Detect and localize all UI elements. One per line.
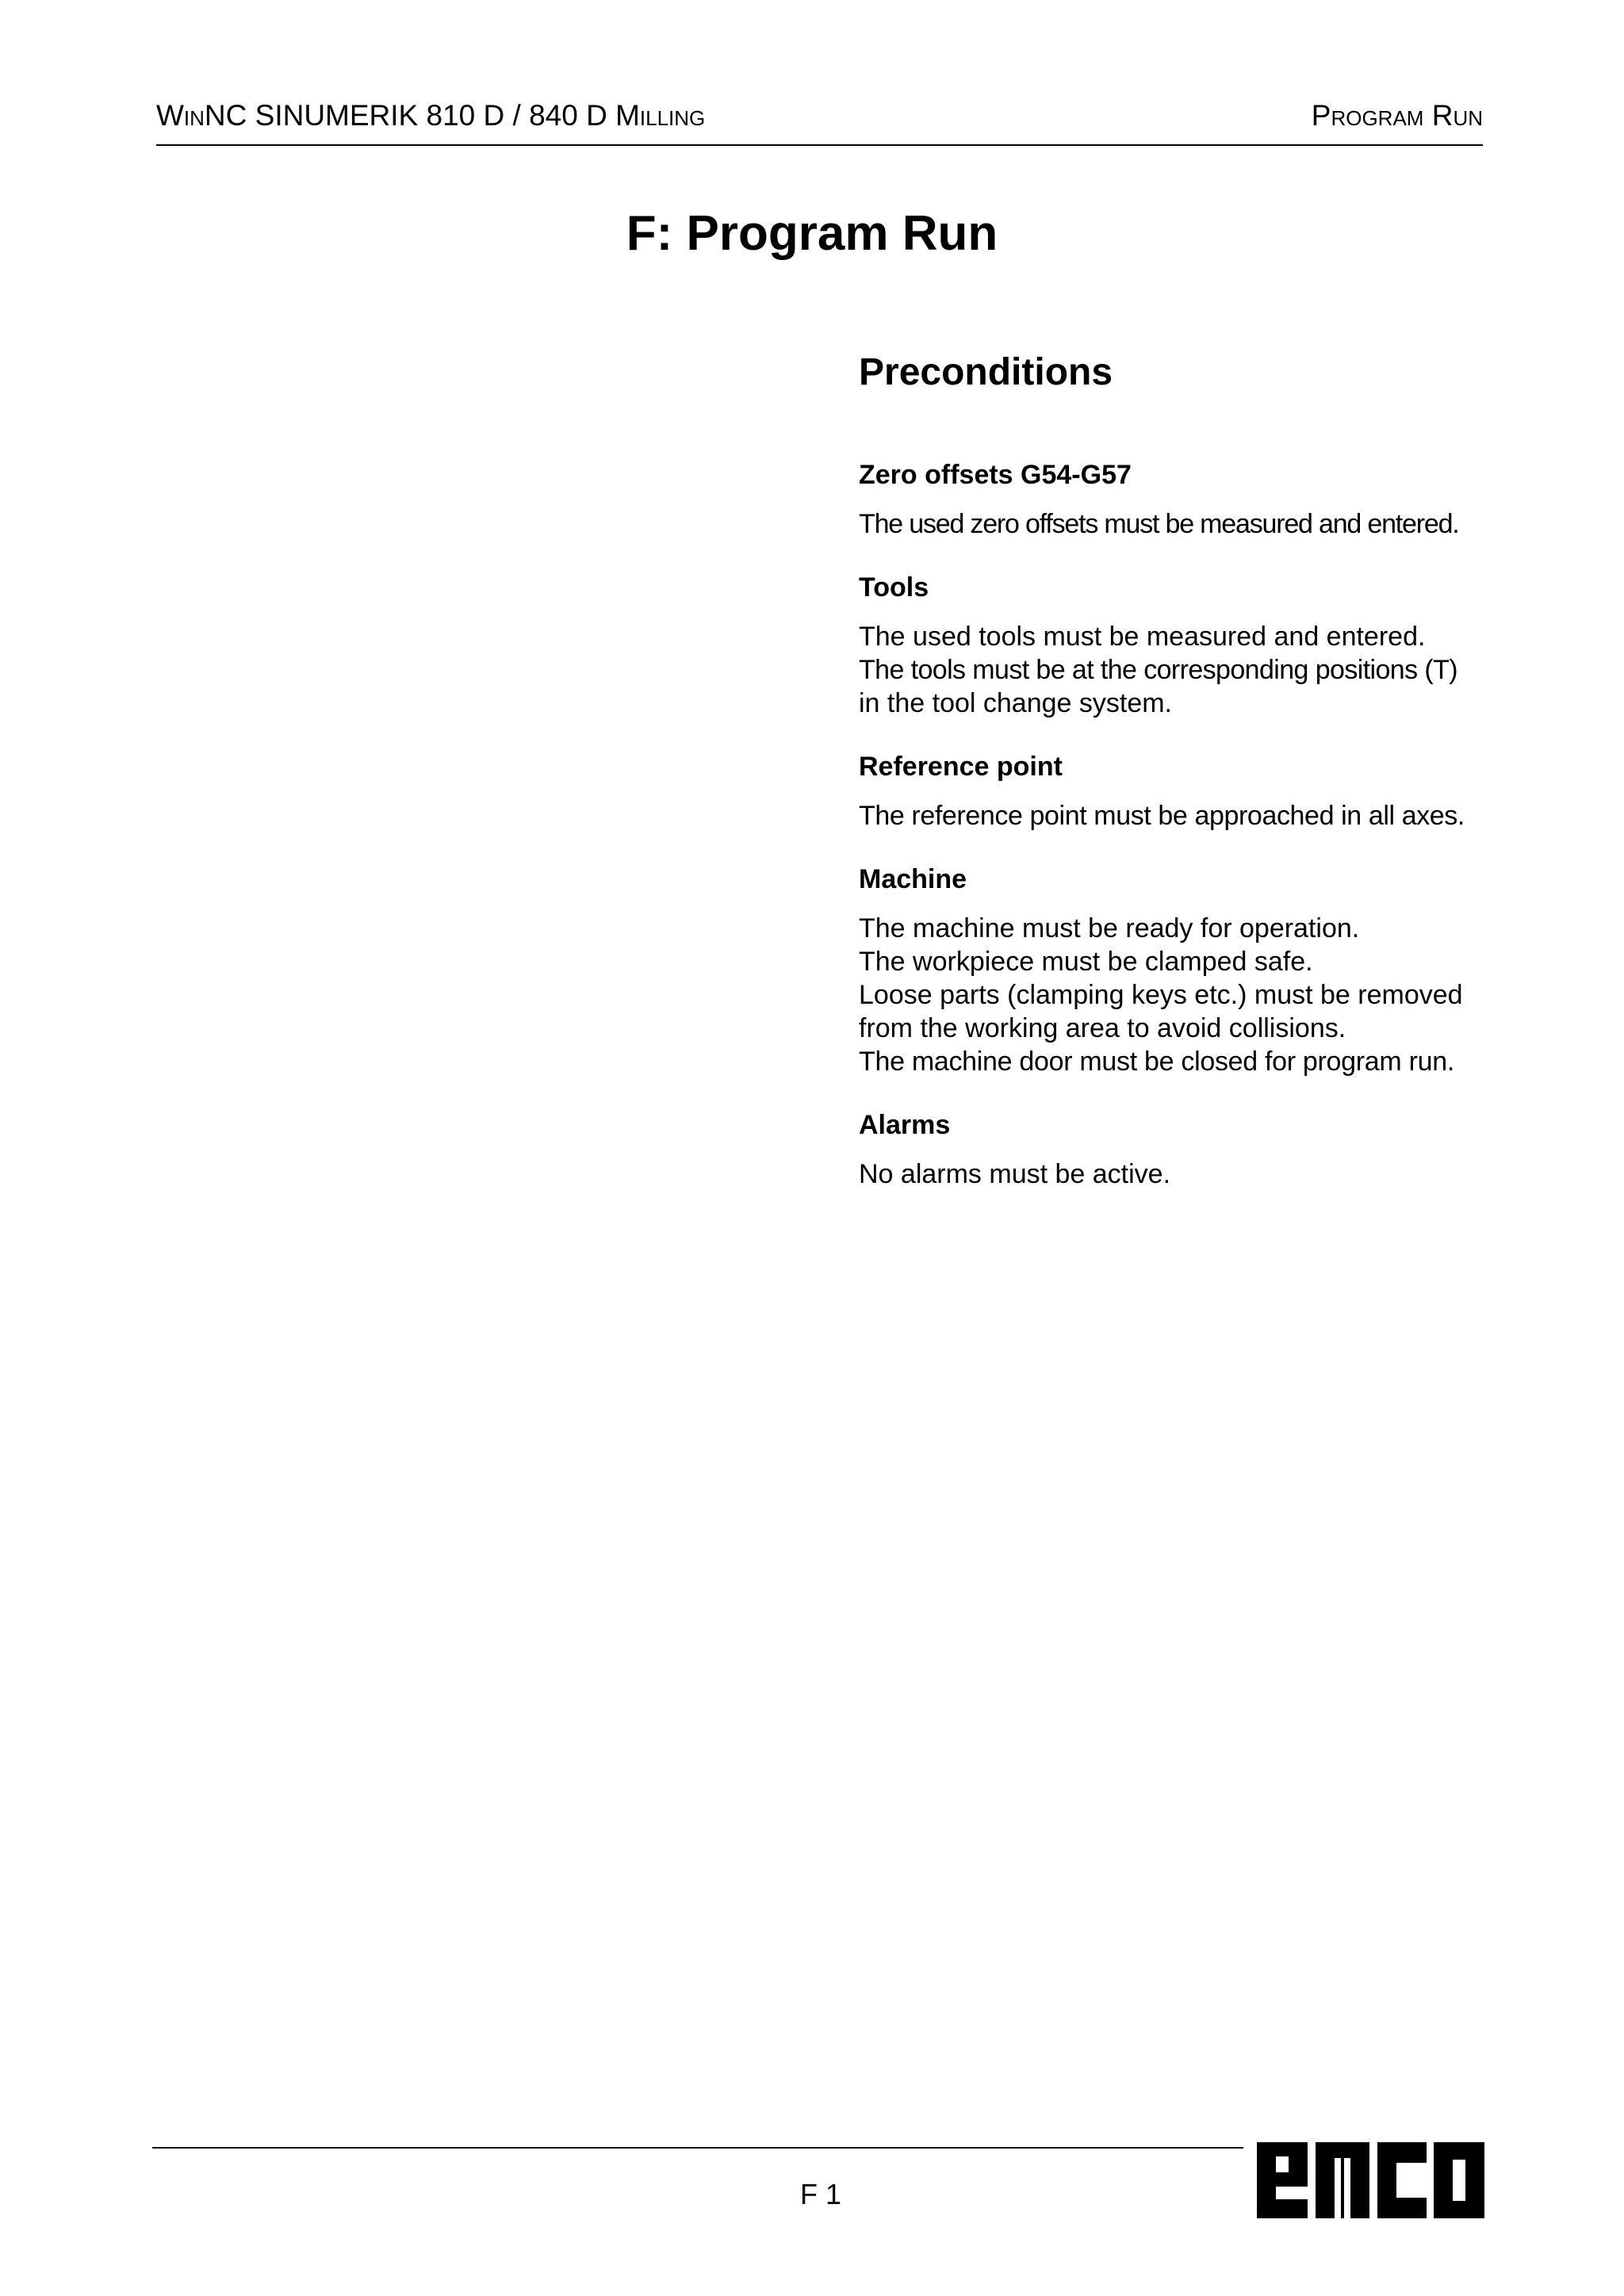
body-line: The used tools must be measured and entered. (859, 622, 1426, 652)
body-line: The tools must be at the corresponding positions (T) (859, 655, 1457, 685)
body-line: The workpiece must be clamped safe. (859, 947, 1313, 977)
page-number: F 1 (799, 2178, 841, 2210)
header-manual-title: WinNC SINUMERIK 810 D / 840 D Milling (156, 99, 706, 132)
subsection-heading: Zero offsets G54-G57 (859, 460, 1132, 490)
body-line: The used zero offsets must be measured and entered. (859, 509, 1459, 539)
subsection-body (859, 1158, 1485, 1191)
body-line: The machine must be ready for operation. (859, 913, 1360, 943)
body-line: in the tool change system. (859, 688, 1173, 718)
subsection-body (859, 799, 1485, 832)
content-column (859, 349, 1485, 1221)
body-line: from the working area to avoid collisions. (859, 1013, 1346, 1043)
subsection-reference-point (859, 750, 1485, 832)
emco-logo (1257, 2142, 1484, 2218)
subsection-body (859, 507, 1485, 541)
subsection-heading: Tools (859, 572, 929, 603)
page-header (156, 97, 1483, 146)
header-chapter-name: Program Run (1311, 99, 1483, 132)
subsection-machine (859, 863, 1485, 1078)
subsection-heading: Alarms (859, 1110, 951, 1140)
subsection-alarms (859, 1108, 1485, 1191)
footer-rule (152, 2147, 1243, 2149)
subsection-body (859, 912, 1485, 1078)
chapter-title: F: Program Run (626, 206, 998, 261)
subsection-zero-offsets (859, 458, 1485, 541)
subsection-heading: Reference point (859, 752, 1063, 782)
section-title: Preconditions (859, 351, 1113, 393)
subsection-heading: Machine (859, 864, 967, 894)
body-line: Loose parts (clamping keys etc.) must be removed (859, 980, 1463, 1010)
body-line: No alarms must be active. (859, 1159, 1171, 1189)
subsection-tools (859, 571, 1485, 720)
subsection-body (859, 620, 1485, 720)
body-line: The reference point must be approached in all axes. (859, 801, 1465, 831)
body-line: The machine door must be closed for program run. (859, 1047, 1454, 1077)
